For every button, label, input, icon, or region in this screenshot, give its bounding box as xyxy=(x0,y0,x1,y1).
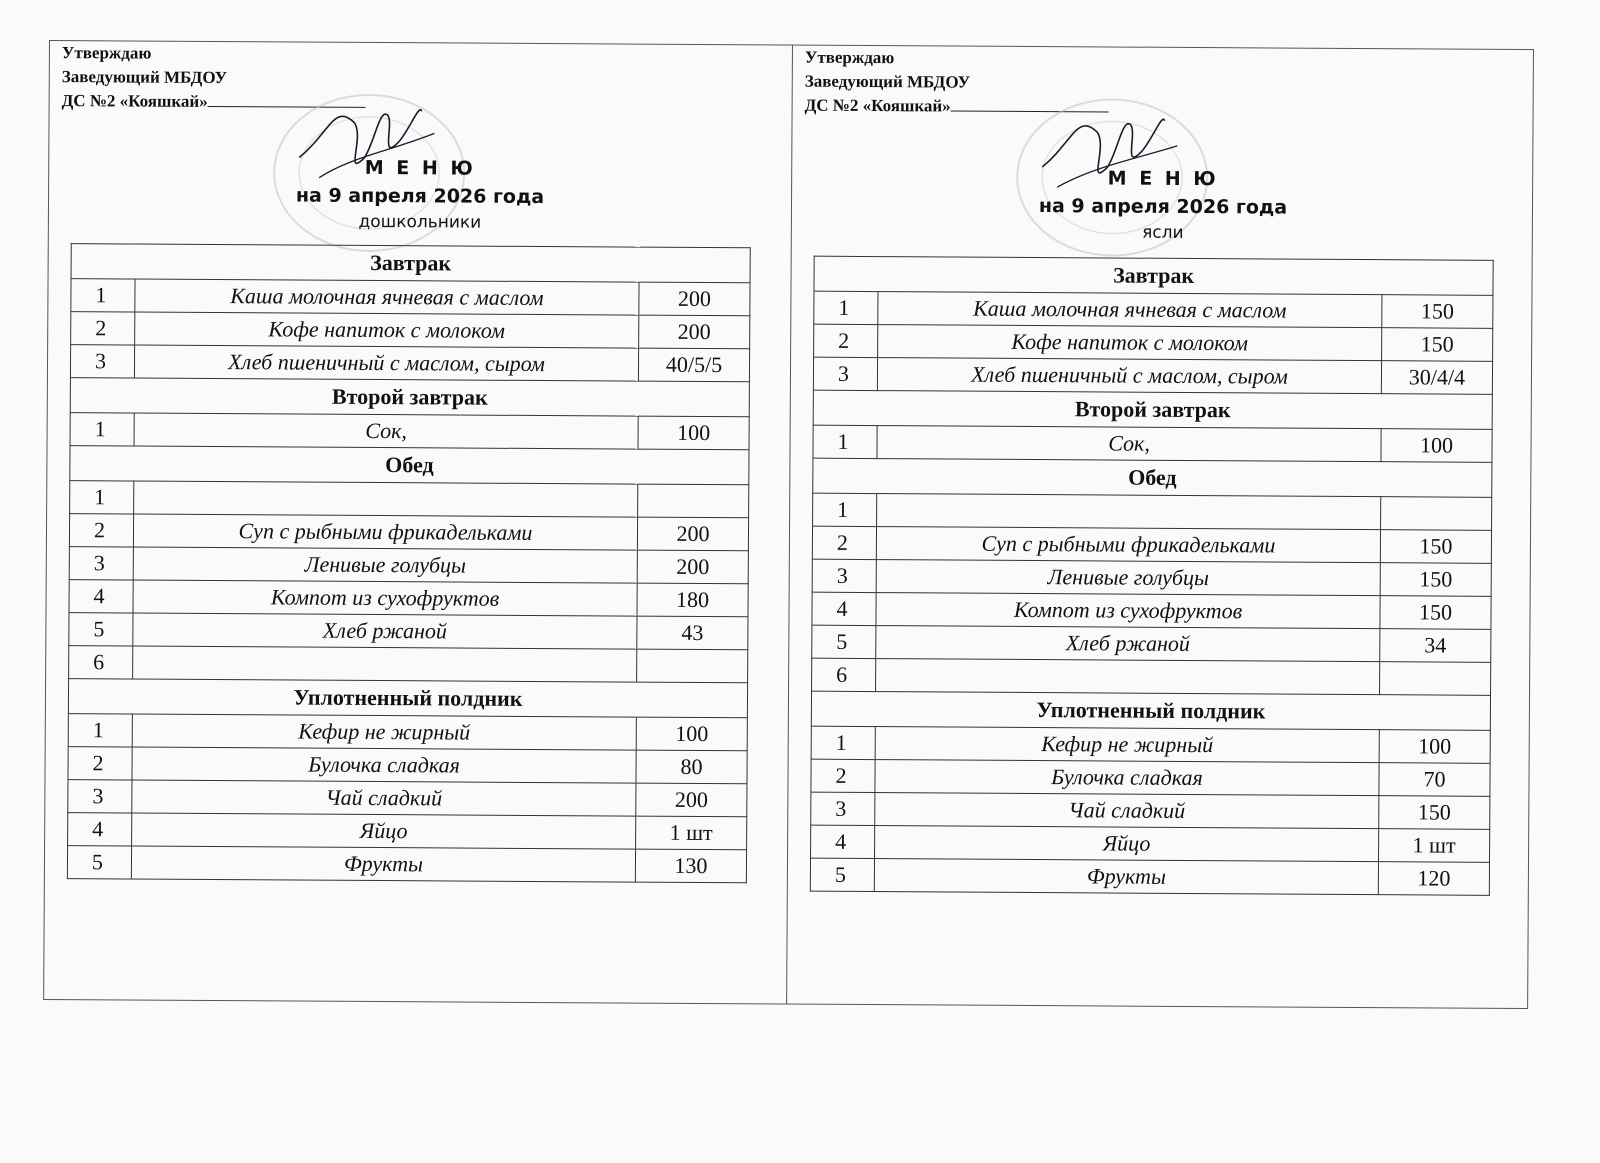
section-title: Обед xyxy=(70,446,749,485)
section-header-row xyxy=(70,378,749,417)
portion-size: 43 xyxy=(637,616,748,650)
dish-name: Кофе напиток с молоком xyxy=(878,325,1382,361)
menu-row xyxy=(70,481,749,518)
menu-row xyxy=(68,747,747,784)
row-number: 2 xyxy=(69,514,133,547)
menu-row xyxy=(68,813,747,850)
section-header-row xyxy=(811,691,1490,730)
menu-row xyxy=(69,646,748,683)
menu-row xyxy=(68,780,747,817)
row-number: 2 xyxy=(814,324,878,357)
portion-size: 100 xyxy=(1381,429,1492,463)
menu-row xyxy=(69,580,748,617)
menu-row xyxy=(813,357,1492,394)
section-header-row xyxy=(70,446,749,485)
dish-name: Чай сладкий xyxy=(132,780,636,816)
menu-row xyxy=(812,658,1491,695)
menu-row xyxy=(814,324,1493,361)
menu-group: ясли xyxy=(1142,222,1184,243)
menu-panel-preschool xyxy=(44,41,792,1004)
row-number: 1 xyxy=(70,413,134,446)
row-number: 2 xyxy=(68,747,132,780)
dish-name: Сок, xyxy=(134,413,638,449)
portion-size: 150 xyxy=(1379,796,1490,830)
dish-name: Хлеб ржаной xyxy=(133,613,637,649)
menu-date: на 9 апреля 2026 года xyxy=(1038,195,1288,219)
dish-name: Булочка сладкая xyxy=(875,760,1379,796)
row-number: 1 xyxy=(811,726,875,759)
portion-size: 100 xyxy=(636,717,747,751)
menu-row xyxy=(811,792,1490,829)
row-number: 3 xyxy=(69,547,133,580)
menu-group: дошкольники xyxy=(358,211,482,233)
portion-size: 130 xyxy=(635,849,746,883)
menu-heading xyxy=(792,164,1534,247)
dish-name: Булочка сладкая xyxy=(132,747,636,783)
portion-size: 180 xyxy=(637,583,748,617)
dish-name xyxy=(134,481,638,517)
row-number: 1 xyxy=(68,714,132,747)
dish-name: Компот из сухофруктов xyxy=(876,593,1380,629)
row-number: 6 xyxy=(812,658,876,691)
approval-org: ДС №2 «Кояшкай» xyxy=(61,91,208,111)
menu-row xyxy=(69,514,748,551)
portion-size xyxy=(637,649,748,683)
row-number: 2 xyxy=(811,759,875,792)
menu-row xyxy=(811,759,1490,796)
section-title: Второй завтрак xyxy=(70,378,749,417)
portion-size: 80 xyxy=(636,750,747,784)
document-frame xyxy=(43,40,1534,1009)
section-title: Обед xyxy=(813,458,1492,497)
row-number: 3 xyxy=(812,559,876,592)
portion-size: 120 xyxy=(1378,862,1489,896)
menu-table xyxy=(810,256,1494,896)
row-number: 5 xyxy=(812,625,876,658)
section-title: Уплотненный полдник xyxy=(68,679,747,718)
section-header-row xyxy=(813,458,1492,497)
row-number: 5 xyxy=(69,613,133,646)
menu-title: М Е Н Ю xyxy=(1107,167,1219,191)
portion-size: 1 шт xyxy=(1379,829,1490,863)
row-number: 4 xyxy=(68,813,132,846)
dish-name: Хлеб ржаной xyxy=(876,626,1380,662)
portion-size: 150 xyxy=(1382,328,1493,362)
portion-size xyxy=(1381,497,1492,531)
section-header-row xyxy=(68,679,747,718)
dish-name: Хлеб пшеничный с маслом, сыром xyxy=(134,345,638,381)
dish-name: Кефир не жирный xyxy=(875,727,1379,763)
portion-size: 1 шт xyxy=(636,816,747,850)
menu-panel-nursery xyxy=(787,46,1535,1009)
portion-size: 200 xyxy=(639,282,750,316)
menu-row xyxy=(810,858,1489,895)
portion-size: 30/4/4 xyxy=(1381,361,1492,395)
menu-title: М Е Н Ю xyxy=(364,156,476,180)
dish-name: Каша молочная ячневая с маслом xyxy=(878,292,1382,328)
menu-row xyxy=(812,592,1491,629)
menu-table xyxy=(67,243,751,883)
menu-row xyxy=(70,413,749,450)
portion-size: 200 xyxy=(637,550,748,584)
menu-row xyxy=(811,726,1490,763)
menu-row xyxy=(69,547,748,584)
dish-name: Компот из сухофруктов xyxy=(133,580,637,616)
menu-row xyxy=(812,559,1491,596)
menu-row xyxy=(813,425,1492,462)
dish-name: Фрукты xyxy=(131,846,635,882)
portion-size: 100 xyxy=(1379,730,1490,764)
section-title: Завтрак xyxy=(814,256,1493,295)
dish-name: Ленивые голубцы xyxy=(876,560,1380,596)
dish-name: Фрукты xyxy=(874,859,1378,895)
row-number: 3 xyxy=(68,780,132,813)
dish-name: Суп с рыбными фрикадельками xyxy=(876,527,1380,563)
menu-row xyxy=(811,825,1490,862)
dish-name: Каша молочная ячневая с маслом xyxy=(135,279,639,315)
dish-name xyxy=(133,646,637,682)
portion-size: 70 xyxy=(1379,763,1490,797)
row-number: 1 xyxy=(70,481,134,514)
portion-size: 34 xyxy=(1380,629,1491,663)
menu-row xyxy=(812,526,1491,563)
approval-line-2: Заведующий МБДОУ xyxy=(804,71,971,92)
portion-size: 150 xyxy=(1380,530,1491,564)
row-number: 3 xyxy=(811,792,875,825)
dish-name: Яйцо xyxy=(875,826,1379,862)
dish-name: Кефир не жирный xyxy=(132,714,636,750)
row-number: 2 xyxy=(71,312,135,345)
dish-name: Сок, xyxy=(877,426,1381,462)
menu-row xyxy=(67,846,746,883)
row-number: 4 xyxy=(811,825,875,858)
row-number: 1 xyxy=(813,493,877,526)
row-number: 5 xyxy=(67,846,131,879)
dish-name: Суп с рыбными фрикадельками xyxy=(133,514,637,550)
section-title: Завтрак xyxy=(71,244,750,283)
dish-name: Кофе напиток с молоком xyxy=(135,312,639,348)
menu-row xyxy=(814,291,1493,328)
portion-size: 200 xyxy=(636,783,747,817)
portion-size xyxy=(1380,662,1491,696)
menu-row xyxy=(71,312,750,349)
row-number: 6 xyxy=(69,646,133,679)
menu-row xyxy=(71,279,750,316)
row-number: 5 xyxy=(810,858,874,891)
row-number: 4 xyxy=(69,580,133,613)
approval-line-1: Утверждаю xyxy=(804,47,895,68)
menu-heading xyxy=(49,153,791,236)
row-number: 1 xyxy=(814,291,878,324)
menu-row xyxy=(69,613,748,650)
dish-name xyxy=(877,494,1381,530)
row-number: 2 xyxy=(812,526,876,559)
approval-org: ДС №2 «Кояшкай» xyxy=(804,95,951,116)
section-header-row xyxy=(813,390,1492,429)
portion-size: 200 xyxy=(637,517,748,551)
approval-line-1: Утверждаю xyxy=(61,43,152,63)
approval-line-2: Заведующий МБДОУ xyxy=(61,67,228,88)
portion-size: 150 xyxy=(1380,596,1491,630)
row-number: 1 xyxy=(813,425,877,458)
portion-size: 100 xyxy=(638,416,749,450)
dish-name: Ленивые голубцы xyxy=(133,547,637,583)
dish-name: Яйцо xyxy=(132,813,636,849)
row-number: 3 xyxy=(70,345,134,378)
portion-size: 150 xyxy=(1380,563,1491,597)
menu-row xyxy=(68,714,747,751)
row-number: 1 xyxy=(71,279,135,312)
menu-row xyxy=(812,625,1491,662)
portion-size: 200 xyxy=(639,315,750,349)
section-title: Уплотненный полдник xyxy=(811,691,1490,730)
menu-date: на 9 апреля 2026 года xyxy=(295,184,545,209)
menu-row xyxy=(813,493,1492,530)
portion-size: 150 xyxy=(1382,295,1493,329)
menu-row xyxy=(70,345,749,382)
dish-name: Хлеб пшеничный с маслом, сыром xyxy=(877,358,1381,394)
row-number: 4 xyxy=(812,592,876,625)
dish-name xyxy=(876,659,1380,695)
row-number: 3 xyxy=(813,357,877,390)
section-header-row xyxy=(71,244,750,283)
portion-size: 40/5/5 xyxy=(638,348,749,382)
section-header-row xyxy=(814,256,1493,295)
dish-name: Чай сладкий xyxy=(875,793,1379,829)
section-title: Второй завтрак xyxy=(813,390,1492,429)
portion-size xyxy=(638,484,749,518)
